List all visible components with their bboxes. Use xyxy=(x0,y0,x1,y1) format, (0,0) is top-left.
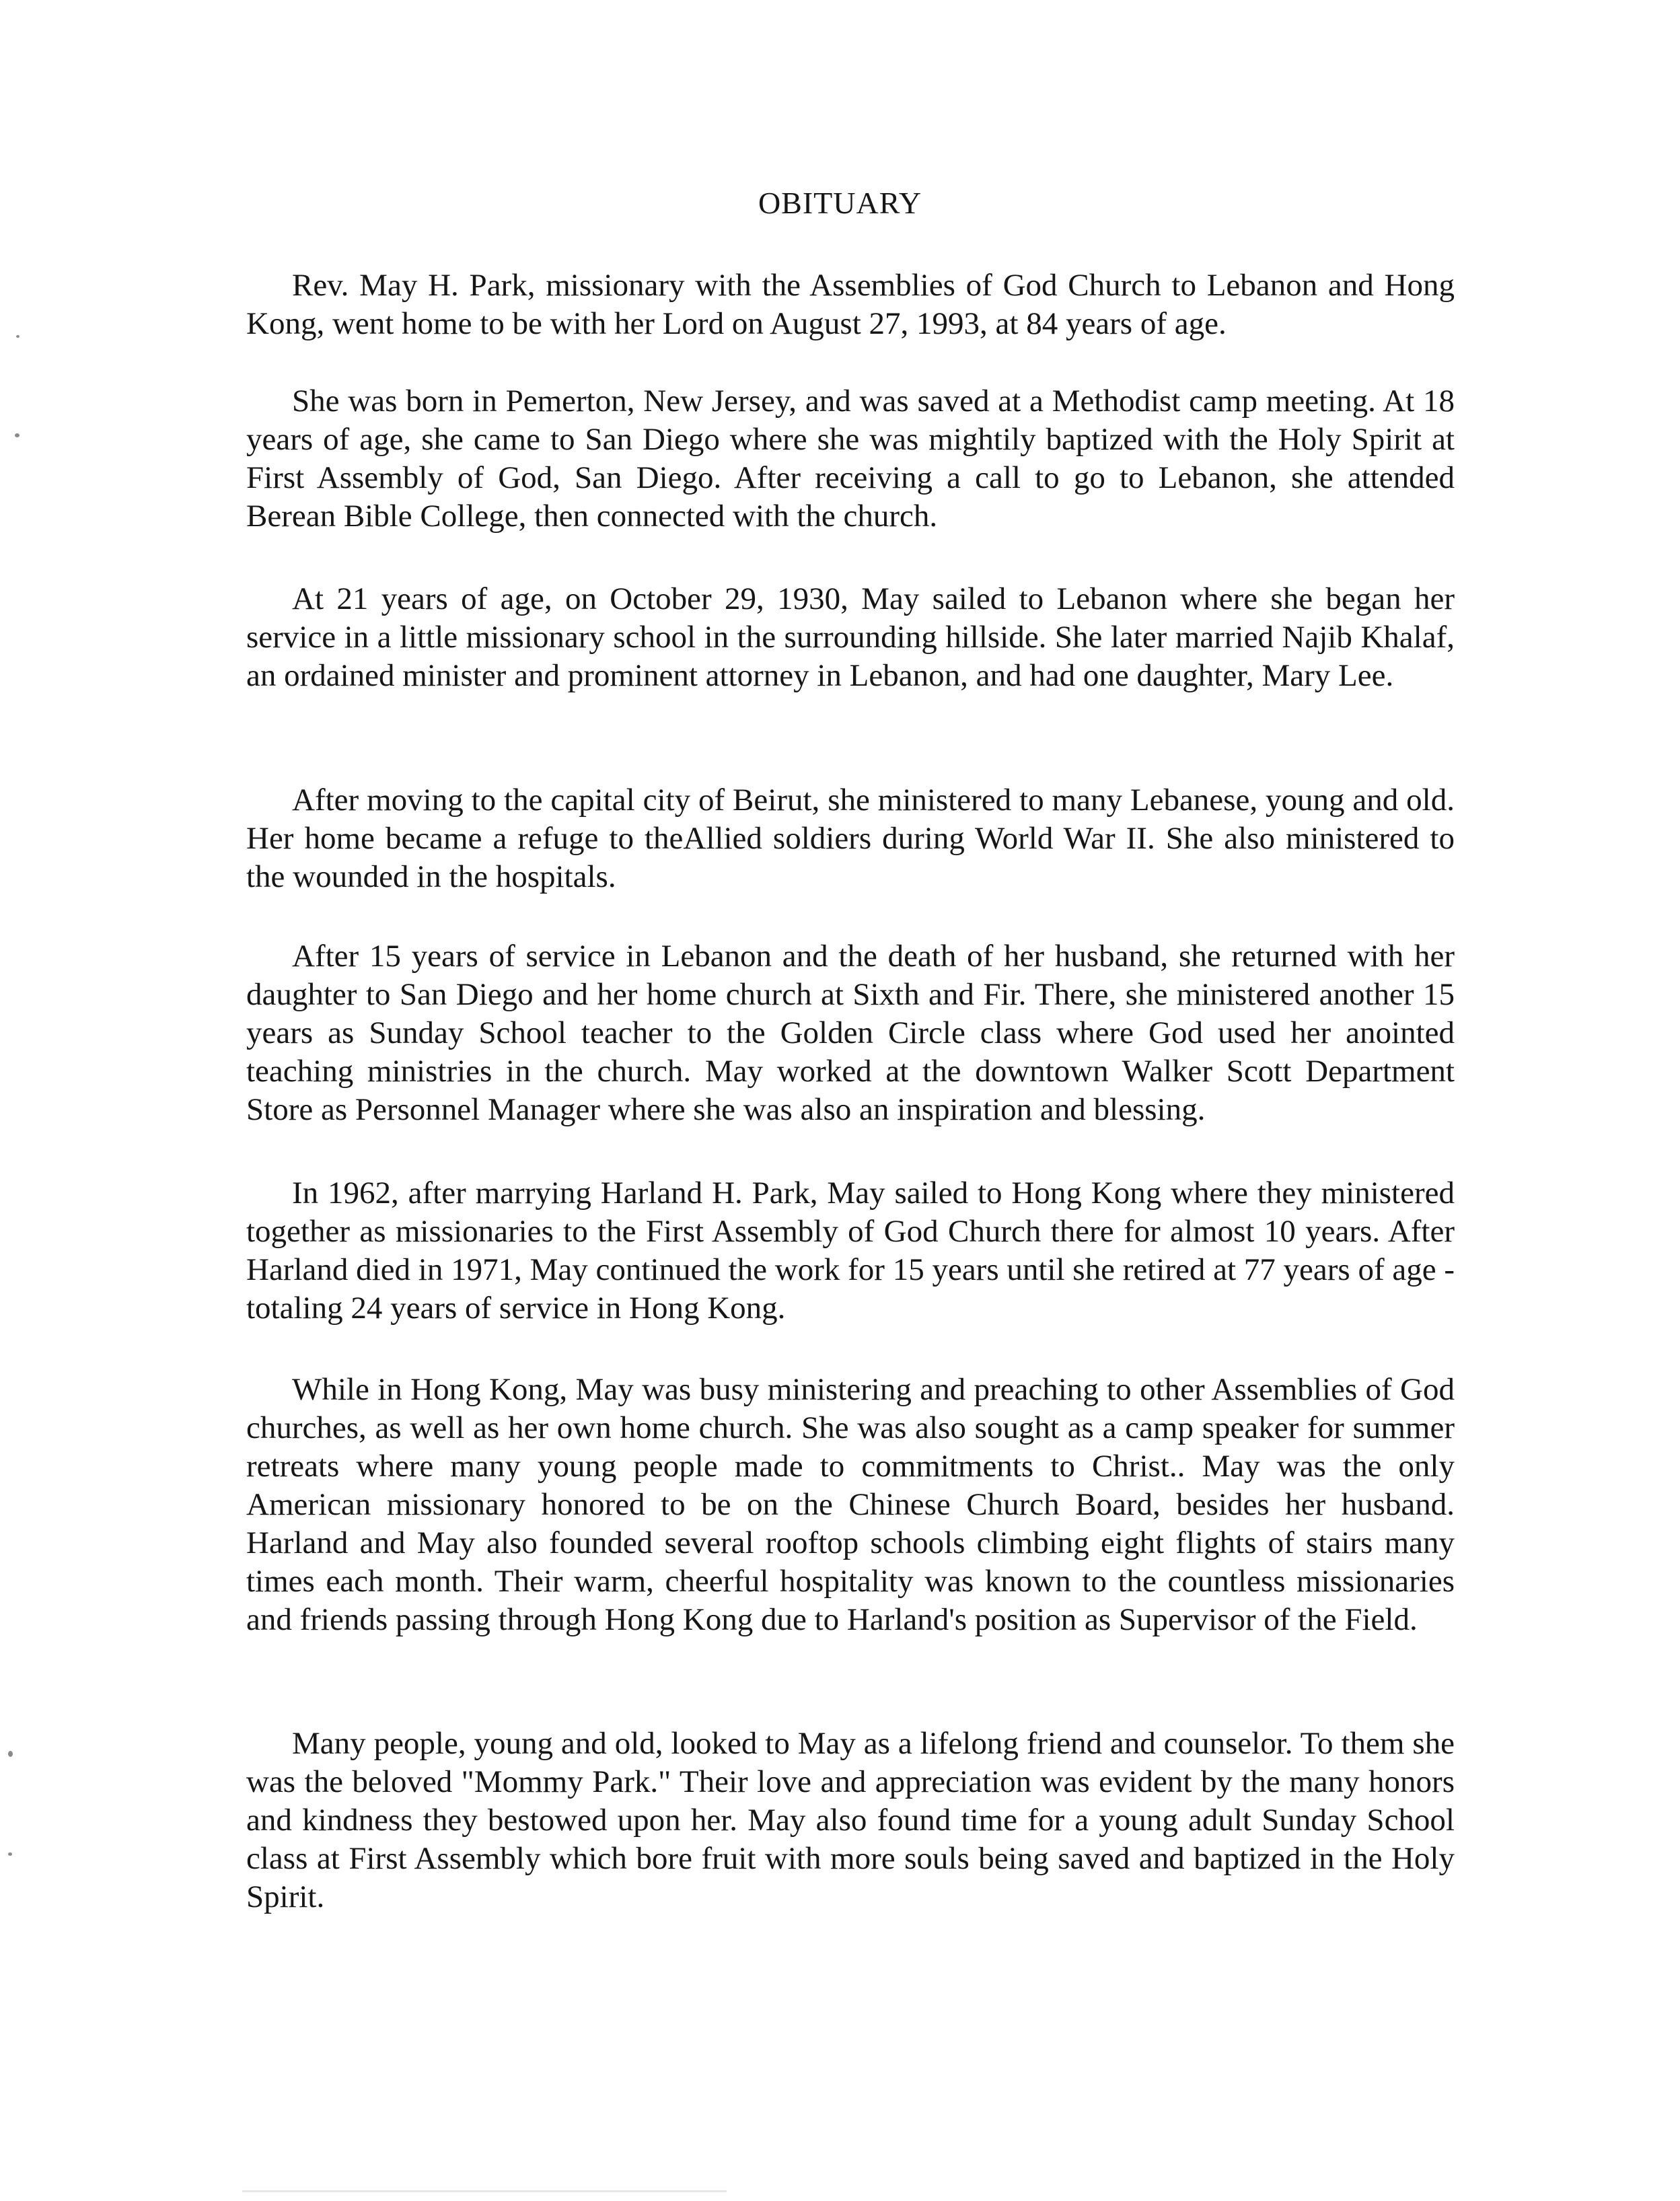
scan-edge xyxy=(242,2190,727,2192)
scan-speck xyxy=(15,433,20,437)
scan-speck xyxy=(16,335,20,338)
paragraph-ministry: While in Hong Kong, May was busy ministering and preaching to other Assemblies of God churches, as well as her own home church. She was also sought as a camp speaker for summer retreats where many young people made to commitments to Christ.. May was the only American missionary honored to be on the Chinese Church Board, besides her husband. Harland and May also founded several rooftop schools climbing eight flights of stairs many times each month. Their warm, cheerful hospitality was known to the countless missionaries and friends passing through Hong Kong due to Harland's position as Supervisor of the Field. xyxy=(246,1372,1455,1637)
paragraph-legacy: Many people, young and old, looked to May as a lifelong friend and counselor. To them she was the beloved "Mommy Park." Their love and appreciation was evident by the many honors and kindness they bestowed upon her. May also found time for a young adult Sunday School class at First Assembly which bore fruit with more souls being saved and baptized in the Holy Spirit. xyxy=(246,1726,1455,1914)
paragraph-intro: Rev. May H. Park, missionary with the Assemblies of God Church to Lebanon and Hong Kong, went home to be with her Lord on August 27, 1993, at 84 years of age. xyxy=(246,268,1455,341)
scan-speck xyxy=(8,1852,12,1856)
paragraph-lebanon: At 21 years of age, on October 29, 1930, May sailed to Lebanon where she began her service in a little missionary school in the surrounding hillside. She later married Najib Khalaf, an ordained minister and prominent attorney in Lebanon, and had one daughter, Mary Lee. xyxy=(246,581,1455,693)
paragraph-san-diego: After 15 years of service in Lebanon and the death of her husband, she returned with her daughter to San Diego and her home church at Sixth and Fir. There, she ministered another 15 years as Sunday School teacher to the Golden Circle class where God used her anointed teaching ministries in the church. May worked at the downtown Walker Scott Department Store as Personnel Manager where she was also an inspiration and blessing. xyxy=(246,939,1455,1127)
page-title: OBITUARY xyxy=(758,186,922,220)
paragraph-beirut: After moving to the capital city of Beirut, she ministered to many Lebanese, young and old. Her home became a refuge to theAllied soldiers during World War II. She also ministered to the wounded in the hospitals. xyxy=(246,783,1455,894)
paragraph-hong-kong: In 1962, after marrying Harland H. Park, May sailed to Hong Kong where they ministered together as missionaries to the First Assembly of God Church there for almost 10 years. After Harland died in 1971, May continued the work for 15 years until she retired at 77 years of age - totaling 24 years of service in Hong Kong. xyxy=(246,1176,1455,1326)
scan-speck xyxy=(8,1751,13,1757)
paragraph-early-life: She was born in Pemerton, New Jersey, and was saved at a Methodist camp meeting. At 18 years of age, she came to San Diego where she was mightily baptized with the Holy Spirit at First Assembly of God, San Diego. After receiving a call to go to Lebanon, she attended Berean Bible College, then connected with the church. xyxy=(246,384,1455,534)
